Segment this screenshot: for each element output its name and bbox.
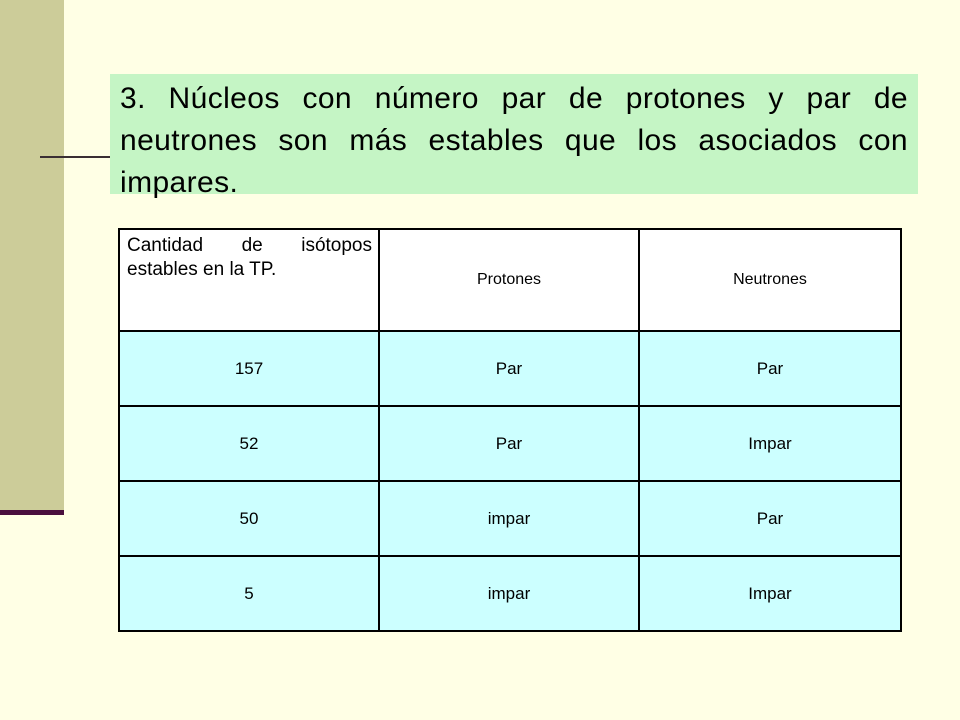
title-box: [110, 74, 918, 199]
cell-cantidad: 50: [119, 481, 379, 556]
cell-cantidad: 5: [119, 556, 379, 631]
cell-protones: impar: [379, 556, 639, 631]
cell-neutrones: Par: [639, 481, 901, 556]
cell-protones: Par: [379, 331, 639, 406]
sidebar-decoration: [0, 0, 64, 512]
table-row: [119, 331, 901, 406]
cell-cantidad: 157: [119, 331, 379, 406]
table-row: [119, 406, 901, 481]
table-row: [119, 481, 901, 556]
table-header-row: [119, 229, 901, 331]
slide-title: 3. Núcleos con número par de protones y par de neutrones son más estables que los asociados con impares.: [120, 82, 908, 199]
isotope-table: [118, 228, 902, 632]
cell-protones: Par: [379, 406, 639, 481]
cell-neutrones: Impar: [639, 556, 901, 631]
sidebar-accent-line: [0, 510, 64, 515]
cell-neutrones: Par: [639, 331, 901, 406]
table-row: [119, 556, 901, 631]
title-accent-line: [40, 156, 110, 158]
cell-cantidad: 52: [119, 406, 379, 481]
cell-neutrones: Impar: [639, 406, 901, 481]
header-neutrones: Neutrones: [639, 229, 901, 331]
header-protones: Protones: [379, 229, 639, 331]
cell-protones: impar: [379, 481, 639, 556]
header-cantidad: Cantidad de isótopos estables en la TP.: [119, 229, 379, 331]
